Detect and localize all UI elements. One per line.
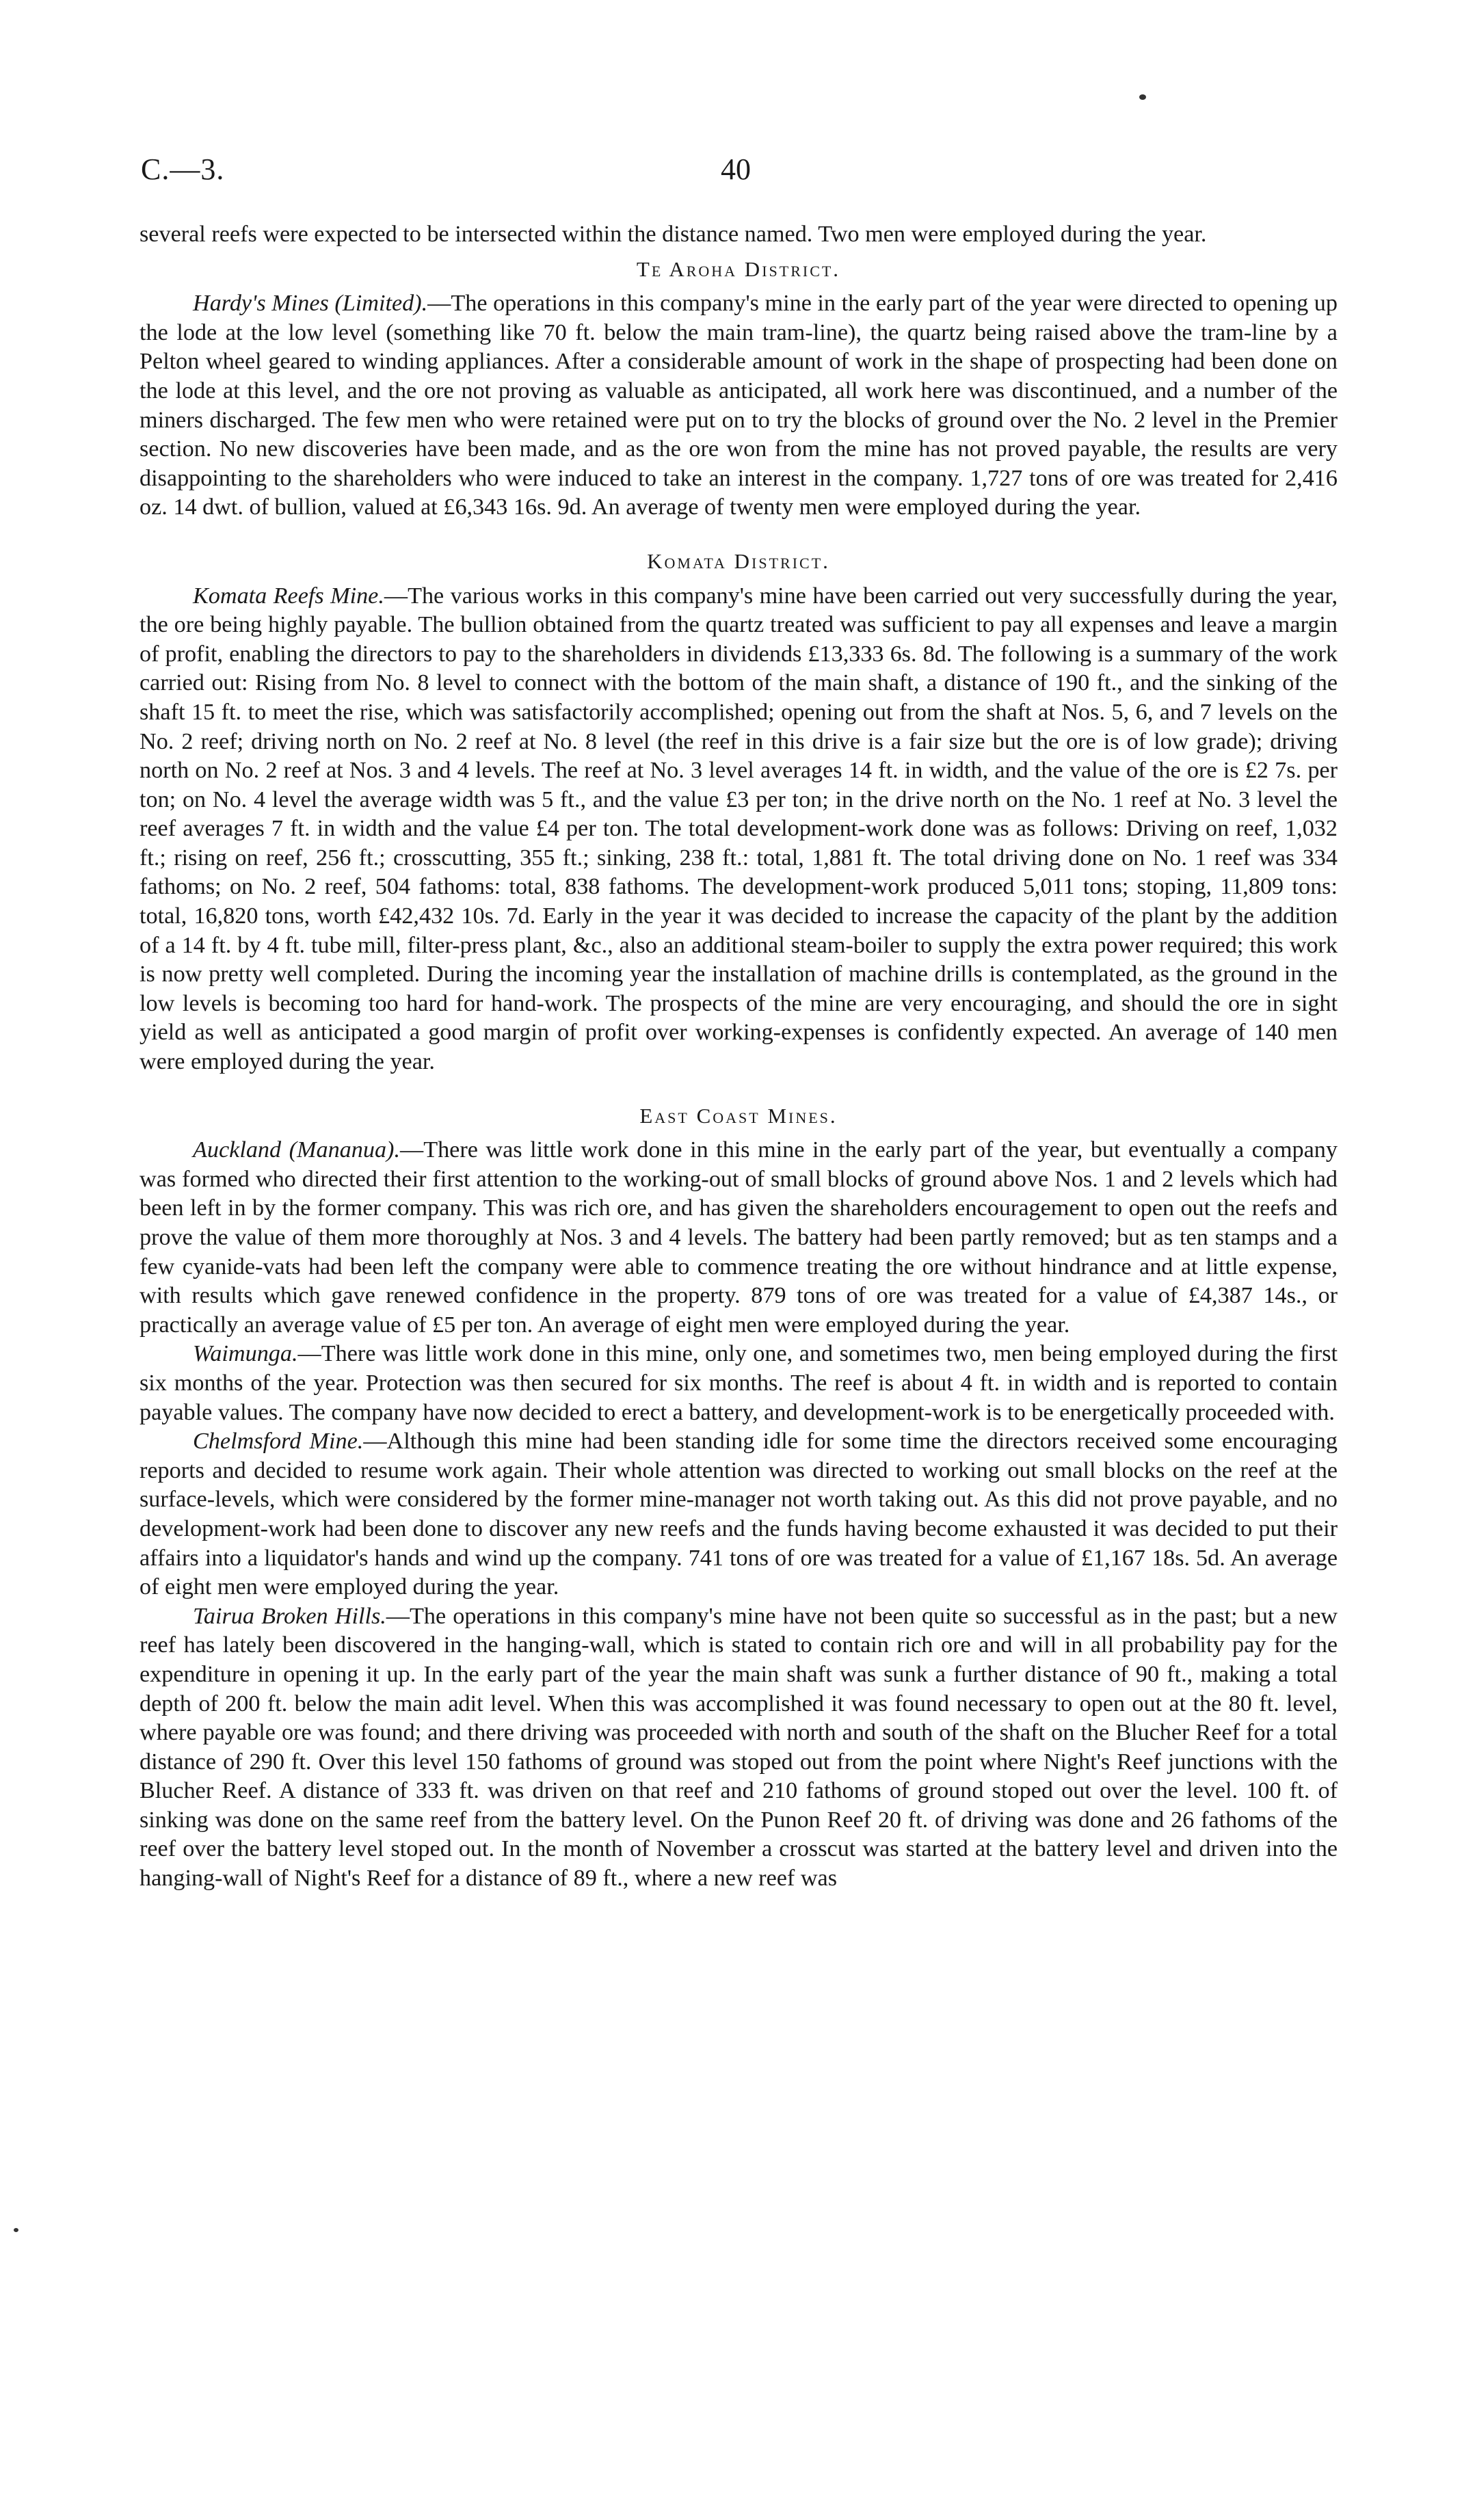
spacer	[139, 522, 1338, 547]
opening-paragraph: several reefs were expected to be intersected within the distance named. Two men were employed during the year.	[139, 222, 1207, 247]
paragraph-text-chelmsford: —Although this mine had been standing idle for some time the directors received some encouraging reports and decided to resume work again. Their whole attention was directed to working out small blocks on the reef at the surface-levels, which were considered by the former mine-manager not worth taking out. As this did not prove payable, and no development-work had been done to discover any new reefs and the funds having become exhausted it was decided to put their affairs into a liquidator's hands and wind up the company. 741 tons of ore was treated for a value of £1,167 18s. 5d. An average of eight men were employed during the year.	[139, 1429, 1338, 1600]
page-number: 40	[721, 152, 751, 186]
section-heading-komata: Komata District.	[647, 548, 830, 573]
paragraph-komata-reefs	[139, 582, 1338, 1077]
paragraph-text-komata-reefs: —The various works in this company's mine have been carried out very successfully during the year, the ore being highly payable. The bullion obtained from the quartz treated was sufficient to pay all expenses and leave a margin of profit, enabling the directors to pay to the shareholders in dividends £13,333 6s. 8d. The following is a summary of the work carried out: Rising from No. 8 level to connect with the bottom of the main shaft, a distance of 190 ft., and the sinking of the shaft 15 ft. to meet the rise, which was satisfactorily accomplished; opening out from the shaft at Nos. 5, 6, and 7 levels on the No. 2 reef; driving north on No. 2 reef at No. 8 level (the reef in this drive is a fair size but the ore is of low grade); driving north on No. 2 reef at Nos. 3 and 4 levels. The reef at No. 3 level averages 14 ft. in width, and the value of the ore is £2 7s. per ton; on No. 4 level the average width was 5 ft., and the value £3 per ton; in the drive north on the No. 1 reef at No. 3 level the reef averages 7 ft. in width and the value £4 per ton. The total development-work done was as follows: Driving on reef, 1,032 ft.; rising on reef, 256 ft.; crosscutting, 355 ft.; sinking, 238 ft.: total, 1,881 ft. The total driving done on No. 1 reef was 334 fathoms; on No. 2 reef, 504 fathoms: total, 838 fathoms. The development-work produced 5,011 tons; stoping, 11,809 tons: total, 16,820 tons, worth £42,432 10s. 7d. Early in the year it was decided to increase the capacity of the plant by the addition of a 14 ft. by 4 ft. tube mill, filter-press plant, &c., also an additional steam-boiler to supply the extra power required; this work is now pretty well completed. During the incoming year the installation of machine drills is contemplated, as the ground in the low levels is becoming too hard for hand-work. The prospects of the mine are very encouraging, and should the ore in sight yield as well as anticipated a good margin of profit over working-expenses is confidently expected. An average of 140 men were employed during the year.	[139, 583, 1338, 1075]
scan-speck-margin	[14, 2228, 18, 2232]
spacer	[139, 250, 1338, 255]
spacer	[139, 284, 1338, 289]
mine-name-waimunga: Waimunga.	[193, 1341, 298, 1367]
scan-speck	[1139, 94, 1146, 100]
section-heading-east-coast: East Coast Mines.	[639, 1103, 838, 1128]
spacer	[139, 576, 1338, 582]
paragraph-auckland	[139, 1136, 1338, 1340]
document-reference: C.—3.	[141, 152, 225, 186]
mine-name-komata-reefs: Komata Reefs Mine.	[193, 583, 384, 609]
spacer	[139, 1077, 1338, 1102]
paragraph-text-auckland: —There was little work done in this mine in the early part of the year, but eventually a company was formed who directed their first attention to the working-out of small blocks of ground above Nos. 1 and 2 levels which had been left in by the former company. This was rich ore, and has given the shareholders encouragement to open out the reefs and prove the value of them more thoroughly at Nos. 3 and 4 levels. The battery had been partly removed; but as ten stamps and a few cyanide-vats had been left the company were able to commence treating the ore without hindrance and at little expense, with results which gave renewed confidence in the property. 879 tons of ore was treated for a value of £4,387 14s., or practically an average value of £5 per ton. An average of eight men were employed during the year.	[139, 1137, 1338, 1338]
spacer	[139, 1130, 1338, 1136]
page-body	[139, 220, 1338, 1894]
paragraph-text-tairua: —The operations in this company's mine have not been quite so successful as in the past; but a new reef has lately been discovered in the hanging-wall, which is stated to contain rich ore and will in all probability pay for the expenditure in opening it up. In the early part of the year the main shaft was sunk a further distance of 90 ft., making a total depth of 200 ft. below the main adit level. When this was accomplished it was found necessary to open out at the 80 ft. level, where payable ore was found; and there driving was proceeded with north and south of the shaft on the Blucher Reef for a total distance of 290 ft. Over this level 150 fathoms of ground was stoped out from the point where Night's Reef junctions with the Blucher Reef. A distance of 333 ft. was driven on that reef and 210 fathoms of ground stoped out over the level. 100 ft. of sinking was done on the same reef from the battery level. On the Punon Reef 20 ft. of driving was done and 26 fathoms of the reef over the battery level stoped out. In the month of November a crosscut was started at the battery level and driven into the hanging-wall of Night's Reef for a distance of 89 ft., where a new reef was	[139, 1603, 1338, 1892]
mine-name-hardys: Hardy's Mines (Limited).	[193, 291, 428, 317]
mine-name-tairua: Tairua Broken Hills.	[193, 1603, 386, 1629]
page-header	[141, 152, 1331, 200]
paragraph-hardys-mines	[139, 289, 1338, 522]
section-heading-te-aroha: Te Aroha District.	[636, 256, 841, 281]
paragraph-waimunga	[139, 1340, 1338, 1427]
paragraph-chelmsford	[139, 1427, 1338, 1602]
mine-name-auckland: Auckland (Mananua).	[193, 1137, 400, 1163]
mine-name-chelmsford: Chelmsford Mine.	[193, 1429, 364, 1455]
paragraph-text-waimunga: —There was little work done in this mine, only one, and sometimes two, men being employed during the first six months of the year. Protection was then secured for six months. The reef is about 4 ft. in width and is reported to contain payable values. The company have now decided to erect a battery, and development-work is to be energetically proceeded with.	[139, 1341, 1338, 1425]
paragraph-tairua	[139, 1602, 1338, 1894]
paragraph-text-hardys: —The operations in this company's mine in the early part of the year were directed to opening up the lode at the low level (something like 70 ft. below the main tram-line), the quartz being raised above the tram-line by a Pelton wheel geared to winding appliances. After a considerable amount of work in the shape of prospecting had been done on the lode at this level, and the ore not proving as valuable as anticipated, all work here was discontinued, and a number of the miners discharged. The few men who were retained were put on to try the blocks of ground over the No. 2 level in the Premier section. No new discoveries have been made, and as the ore won from the mine has not proved payable, the results are very disappointing to the shareholders who were induced to take an interest in the company. 1,727 tons of ore was treated for 2,416 oz. 14 dwt. of bullion, valued at £6,343 16s. 9d. An average of twenty men were employed during the year.	[139, 291, 1338, 520]
